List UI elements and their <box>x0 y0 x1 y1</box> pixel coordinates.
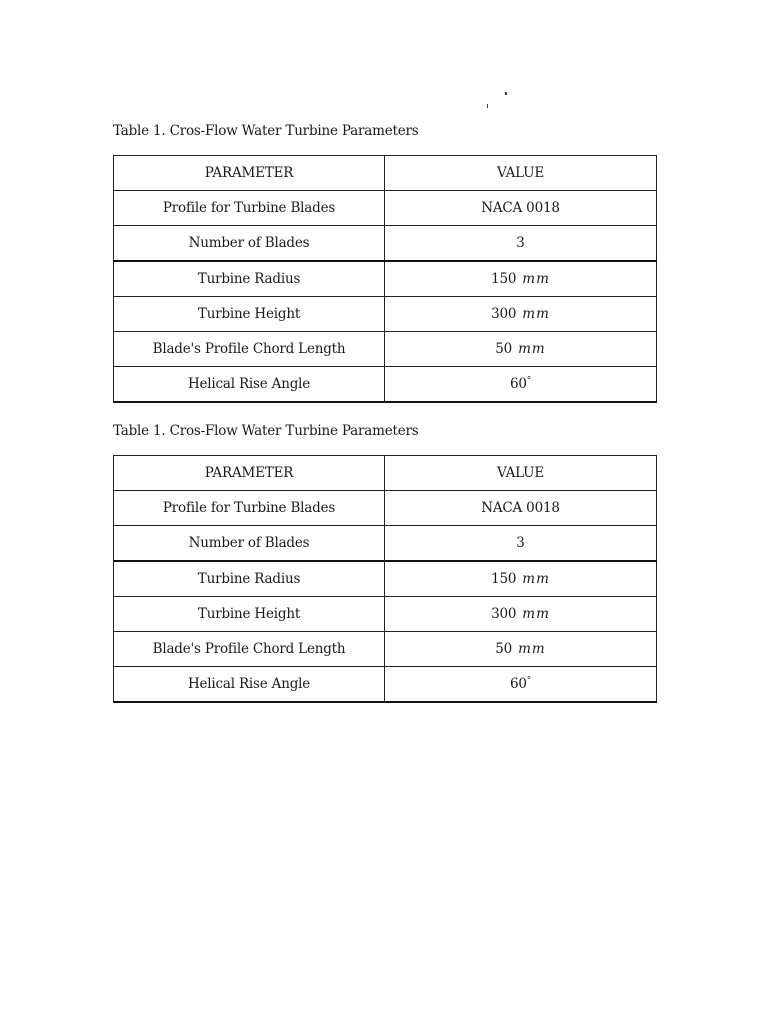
value-text: NACA 0018 <box>481 200 560 216</box>
header-value: VALUE <box>385 456 657 491</box>
stray-mark <box>487 104 488 108</box>
header-value: VALUE <box>385 156 657 191</box>
header-parameter: PARAMETER <box>114 156 385 191</box>
table-header-row <box>114 156 657 191</box>
parameter-cell: Turbine Radius <box>114 561 385 597</box>
stray-marks <box>484 90 514 110</box>
value-cell <box>385 191 657 226</box>
value-cell <box>385 597 657 632</box>
unit-text: mm <box>522 606 550 622</box>
degree-symbol: ° <box>526 676 532 686</box>
value-cell <box>385 367 657 403</box>
header-parameter: PARAMETER <box>114 456 385 491</box>
unit-text: mm <box>522 271 550 287</box>
table-header-row <box>114 456 657 491</box>
value-text: 60 <box>509 376 527 392</box>
parameters-table <box>113 155 657 403</box>
parameter-cell: Blade's Profile Chord Length <box>114 632 385 667</box>
table-row <box>114 526 657 562</box>
unit-text: mm <box>518 341 546 357</box>
parameter-cell: Number of Blades <box>114 526 385 562</box>
value-cell <box>385 667 657 703</box>
parameter-cell: Turbine Height <box>114 597 385 632</box>
value-cell <box>385 332 657 367</box>
unit-text: mm <box>522 571 550 587</box>
value-text: 60 <box>509 676 527 692</box>
table-row <box>114 491 657 526</box>
stray-mark <box>505 92 507 95</box>
degree-symbol: ° <box>526 376 532 386</box>
table-row <box>114 226 657 262</box>
unit-text: mm <box>522 306 550 322</box>
parameters-table <box>113 455 657 703</box>
value-cell <box>385 561 657 597</box>
unit-text: mm <box>518 641 546 657</box>
value-cell <box>385 632 657 667</box>
parameter-cell: Helical Rise Angle <box>114 667 385 703</box>
table-row <box>114 191 657 226</box>
table-row <box>114 667 657 703</box>
value-cell <box>385 491 657 526</box>
parameter-cell: Helical Rise Angle <box>114 367 385 403</box>
value-cell <box>385 297 657 332</box>
parameter-cell: Turbine Height <box>114 297 385 332</box>
value-cell <box>385 226 657 262</box>
value-text: 150 <box>491 571 517 587</box>
table-row <box>114 367 657 403</box>
table-caption: Table 1. Cros-Flow Water Turbine Parameters <box>113 123 419 139</box>
value-cell <box>385 261 657 297</box>
parameter-cell: Blade's Profile Chord Length <box>114 332 385 367</box>
table-row <box>114 332 657 367</box>
parameter-cell: Profile for Turbine Blades <box>114 491 385 526</box>
value-text: 50 <box>495 641 513 657</box>
value-text: 150 <box>491 271 517 287</box>
table-row <box>114 561 657 597</box>
value-text: 3 <box>516 235 525 251</box>
table-row <box>114 297 657 332</box>
table-caption: Table 1. Cros-Flow Water Turbine Parameters <box>113 423 419 439</box>
parameter-cell: Profile for Turbine Blades <box>114 191 385 226</box>
table-row <box>114 597 657 632</box>
table-row <box>114 261 657 297</box>
value-text: NACA 0018 <box>481 500 560 516</box>
value-text: 300 <box>491 606 517 622</box>
value-text: 3 <box>516 535 525 551</box>
value-cell <box>385 526 657 562</box>
value-text: 300 <box>491 306 517 322</box>
parameter-cell: Number of Blades <box>114 226 385 262</box>
table-row <box>114 632 657 667</box>
value-text: 50 <box>495 341 513 357</box>
parameter-cell: Turbine Radius <box>114 261 385 297</box>
